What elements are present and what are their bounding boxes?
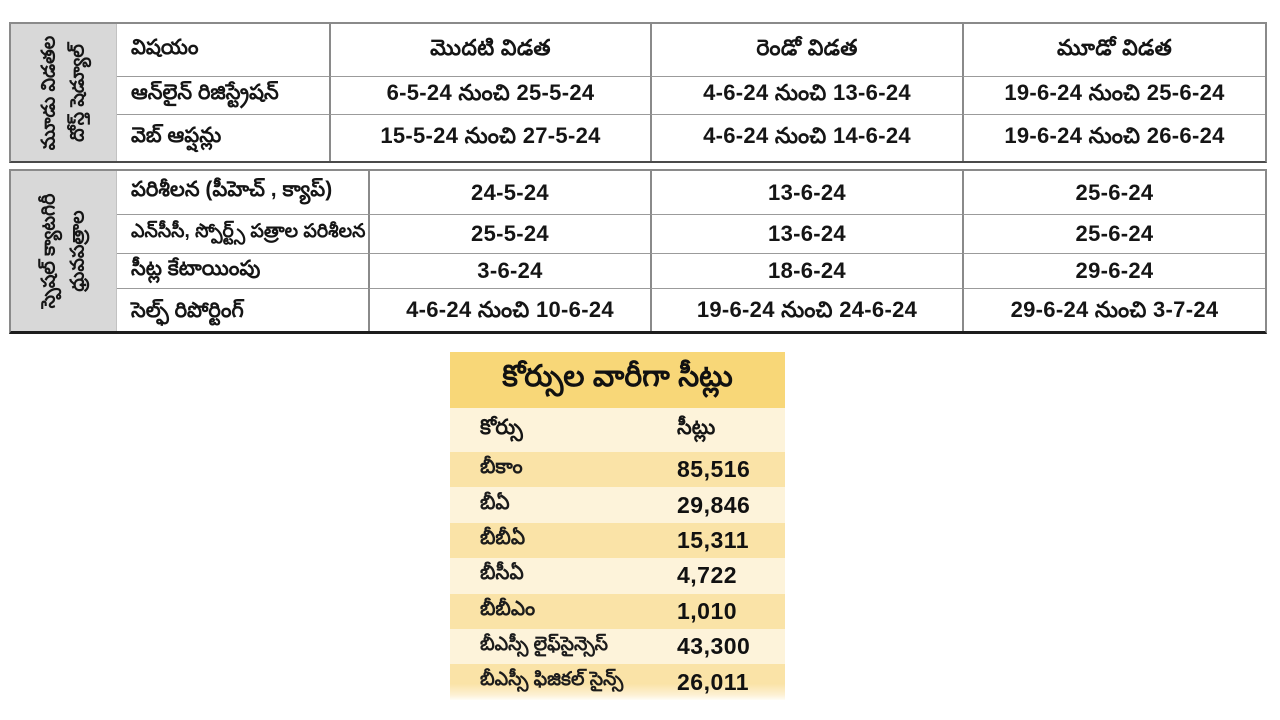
date-cell: 24-5-24 bbox=[368, 171, 650, 214]
seat-count: 26,011 bbox=[677, 668, 750, 695]
table-row bbox=[450, 452, 785, 487]
course-name: బీబీఎం bbox=[480, 597, 536, 620]
section2-side-label-cell bbox=[11, 171, 117, 331]
row-label: ఆన్‌లైన్ రిజిస్ట్రేషన్ bbox=[117, 76, 329, 114]
section2-side-label-line2: ధ్రువపత్రాల bbox=[67, 210, 89, 292]
date-cell: 13-6-24 bbox=[650, 171, 962, 214]
section1-side-label bbox=[34, 35, 93, 150]
header-phase1: మొదటి విడత bbox=[329, 24, 650, 76]
row-label: సెల్ఫ్ రిపోర్టింగ్ bbox=[117, 288, 368, 331]
dost-schedule-table bbox=[9, 22, 1267, 163]
date-cell: 19-6-24 నుంచి 25-6-24 bbox=[962, 76, 1265, 114]
seat-count: 15,311 bbox=[677, 526, 750, 553]
header-phase3: మూడో విడత bbox=[962, 24, 1265, 76]
row-label: సీట్ల కేటాయింపు bbox=[117, 253, 368, 288]
date-cell: 4-6-24 నుంచి 14-6-24 bbox=[650, 114, 962, 161]
date-cell: 25-5-24 bbox=[368, 214, 650, 253]
date-cell: 29-6-24 నుంచి 3-7-24 bbox=[962, 288, 1265, 331]
seats-col2-header: సీట్లు bbox=[677, 415, 716, 439]
seat-count: 43,300 bbox=[677, 633, 751, 660]
date-cell: 4-6-24 నుంచి 10-6-24 bbox=[368, 288, 650, 331]
header-subject: విషయం bbox=[131, 35, 199, 59]
course-name: బీఏ bbox=[480, 491, 510, 514]
date-cell: 15-5-24 నుంచి 27-5-24 bbox=[329, 114, 650, 161]
date-cell: 6-5-24 నుంచి 25-5-24 bbox=[329, 76, 650, 114]
section1-side-label-cell bbox=[11, 24, 117, 161]
date-cell: 29-6-24 bbox=[962, 253, 1265, 288]
header-phase2: రెండో విడత bbox=[650, 24, 962, 76]
seat-count: 29,846 bbox=[677, 491, 751, 518]
table-row bbox=[450, 558, 785, 593]
course-name: బీఎస్సీ లైఫ్‌సైన్సెస్ bbox=[480, 633, 609, 655]
section1-side-label-line2: దోస్త్ షెడ్యూల్ bbox=[67, 43, 89, 142]
date-cell: 19-6-24 నుంచి 24-6-24 bbox=[650, 288, 962, 331]
table-row bbox=[450, 594, 785, 629]
date-cell: 25-6-24 bbox=[962, 214, 1265, 253]
date-cell: 3-6-24 bbox=[368, 253, 650, 288]
course-name: బీకాం bbox=[480, 456, 523, 479]
seats-by-course-table bbox=[450, 352, 785, 700]
section2-side-label bbox=[34, 194, 93, 309]
row-label: పరిశీలన (పీహెచ్ , క్యాప్) bbox=[131, 178, 333, 201]
course-name: బీబీఏ bbox=[480, 526, 526, 549]
table-row bbox=[450, 629, 785, 664]
section2-side-label-line1: స్పెషల్ క్యాటగిరీ bbox=[38, 193, 60, 309]
seats-col1-header: కోర్సు bbox=[480, 415, 523, 439]
date-cell: 19-6-24 నుంచి 26-6-24 bbox=[962, 114, 1265, 161]
row-label: వెబ్ ఆప్షన్లు bbox=[117, 114, 329, 161]
seat-count: 4,722 bbox=[677, 562, 738, 589]
table-row bbox=[450, 487, 785, 522]
seat-count: 85,516 bbox=[677, 456, 751, 483]
seat-count: 1,010 bbox=[677, 597, 738, 624]
section1-side-label-line1: మూడు విడతల bbox=[38, 35, 60, 150]
special-category-table bbox=[9, 169, 1267, 334]
table-row bbox=[450, 523, 785, 558]
date-cell: 25-6-24 bbox=[962, 171, 1265, 214]
table-row bbox=[450, 664, 785, 699]
seats-table-header-row bbox=[450, 408, 785, 452]
date-cell: 18-6-24 bbox=[650, 253, 962, 288]
course-name: బీసీఏ bbox=[480, 562, 524, 585]
date-cell: 4-6-24 నుంచి 13-6-24 bbox=[650, 76, 962, 114]
date-cell: 13-6-24 bbox=[650, 214, 962, 253]
row-label: ఎన్‌సీసీ, స్పోర్ట్స్ పత్రాల పరిశీలన bbox=[117, 214, 368, 253]
seats-table-title: కోర్సుల వారీగా సీట్లు bbox=[450, 352, 785, 408]
course-name: బీఎస్సీ ఫిజికల్ సైన్స్ bbox=[480, 669, 624, 691]
